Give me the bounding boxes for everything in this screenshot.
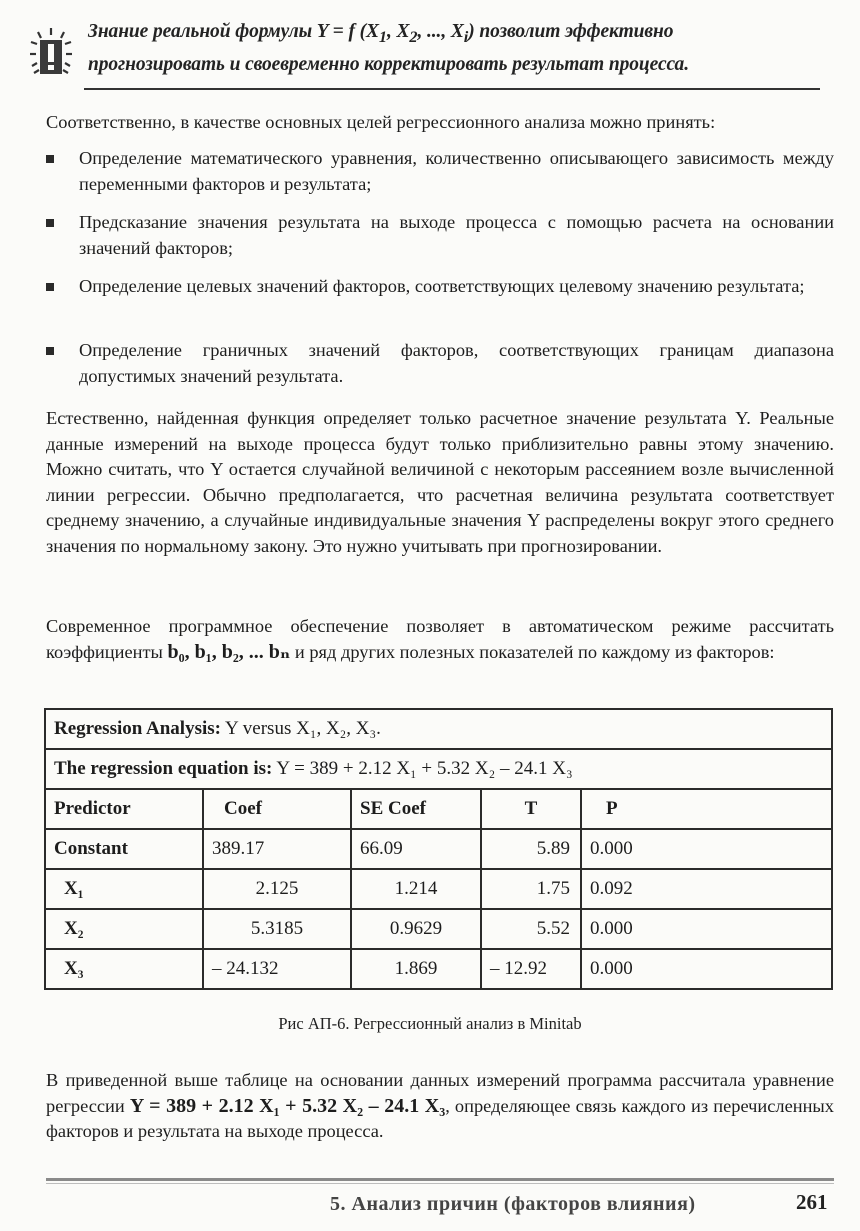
running-footer-chapter: 5. Анализ причин (факторов влияния) — [330, 1193, 696, 1215]
callout-underline — [84, 88, 820, 90]
column-header: SE Coef — [351, 789, 481, 829]
bullet-square-icon — [46, 219, 54, 227]
body-paragraph-software: Современное программное обеспечение позволяет в автоматическом режиме рассчитать коэффициенты b₀, b₁, b₂, ... bₙ и ряд других полезных показателей по каждому из факторов: — [46, 616, 834, 663]
table-row: X₁ 2.125 1.214 1.75 0.092 — [45, 869, 832, 909]
key-point-callout — [28, 14, 802, 80]
page-number: 261 — [796, 1190, 828, 1214]
table-header-row — [45, 789, 832, 829]
table-row: Constant 389.17 66.09 5.89 0.000 — [45, 829, 832, 869]
table-title-row: Regression Analysis: Y versus X₁, X₂, X₃. — [45, 709, 832, 749]
figure-caption: Рис АП-6. Регрессионный анализ в Minitab — [278, 1014, 582, 1033]
callout-text: Знание реальной формулы Y = f ($X_1$, $X_2$, ..., $X_i$) позволит эффективно прогнозировать и своевременно корректировать результат процесса. — [88, 21, 689, 75]
table-row: X₃ – 24.132 1.869 – 12.92 0.000 — [45, 949, 832, 989]
bullet-square-icon — [46, 283, 54, 291]
bullet-square-icon — [46, 155, 54, 163]
column-header: Predictor — [45, 789, 203, 829]
regression-equation: Y = 389 + 2.12 X₁ + 5.32 X₂ – 24.1 X₃ — [129, 1094, 446, 1117]
footer-divider — [46, 1178, 834, 1181]
intro-paragraph: Соответственно, в качестве основных целей регрессионного анализа можно принять: — [46, 112, 716, 132]
list-item: Предсказание значения результата на выходе процесса с помощью расчета на основании значений факторов; — [46, 210, 834, 261]
list-item: Определение граничных значений факторов, соответствующих границам диапазона допустимых значений результата. — [46, 338, 834, 389]
exclamation-idea-icon — [28, 26, 74, 76]
coefficients-list: b₀, b₁, b₂, ... bₙ — [167, 640, 291, 663]
column-header: T — [481, 789, 581, 829]
regression-table — [44, 708, 833, 990]
bullet-square-icon — [46, 347, 54, 355]
list-item: Определение целевых значений факторов, соответствующих целевому значению результата; — [46, 274, 834, 300]
body-paragraph-y: Естественно, найденная функция определяет только расчетное значение результата Y. Реальные данные измерений на выходе процесса будут только приблизительно равны этому значению. Можно считать, что Y остается случайной величиной с некоторым рассеянием возле вычисленной линии регрессии. Обычно предполагается, что расчетная величина результата соответствует среднему значению, а случайные индивидуальные значения Y распределены вокруг этого среднего значения по нормальному закону. Это нужно учитывать при прогнозировании. — [46, 408, 834, 556]
table-equation-row: The regression equation is: Y = 389 + 2.12 X₁ + 5.32 X₂ – 24.1 X₃ — [45, 749, 832, 789]
column-header: Coef — [203, 789, 351, 829]
list-item: Определение математического уравнения, количественно описывающего зависимость между переменными факторов и результата; — [46, 146, 834, 197]
body-paragraph-equation: В приведенной выше таблице на основании данных измерений программа рассчитала уравнение регрессии Y = 389 + 2.12 X₁ + 5.32 X₂ – 24.1 X₃, определяющее связь каждого из перечисленных факторов и результата на выходе процесса. — [46, 1070, 834, 1141]
footer-divider-thin — [46, 1183, 834, 1184]
table-row: X₂ 5.3185 0.9629 5.52 0.000 — [45, 909, 832, 949]
column-header: P — [581, 789, 832, 829]
